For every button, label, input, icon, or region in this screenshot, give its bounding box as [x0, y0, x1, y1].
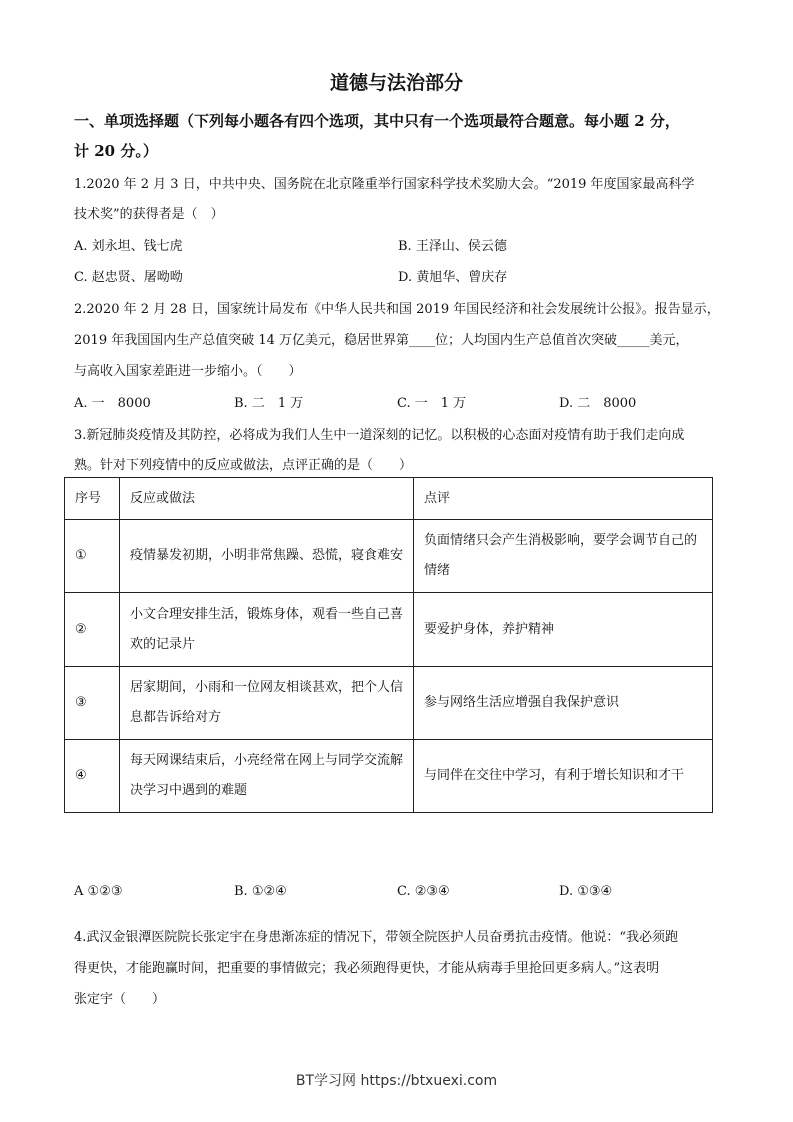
q3-table — [64, 477, 713, 813]
footer-watermark: BT学习网 https://btxuexi.com — [295, 1073, 498, 1089]
q2-stem-line3: 与高收入国家差距进一步缩小。（ ） — [74, 364, 302, 379]
q1-option-d: D. 黄旭华、曾庆存 — [398, 270, 508, 285]
q4-stem-line2: 得更快，才能跑赢时间，把重要的事情做完；我必须跑得更快，才能从病毒手里抢回更多病人。”这表明 — [74, 961, 660, 976]
table-cell: 居家期间，小雨和一位网友相谈甚欢，把个人信息都告诉给对方 — [120, 667, 414, 740]
q4-stem-line1: 4.武汉金银潭医院院长张定宇在身患渐冻症的情况下，带领全院医护人员奋勇抗击疫情。他说：“我必须跑 — [74, 930, 679, 945]
q2-option-b: B. 二 1 万 — [234, 396, 304, 411]
table-cell: ③ — [65, 667, 120, 740]
q2-stem-line1: 2.2020 年 2 月 28 日，国家统计局发布《中华人民共和国 2019 年国民经济和社会发展统计公报》。报告显示， — [74, 302, 720, 317]
table-cell: 每天网课结束后，小亮经常在网上与同学交流解决学习中遇到的难题 — [120, 740, 414, 813]
q2-option-d: D. 二 8000 — [559, 396, 637, 411]
table-row — [65, 667, 713, 740]
q3-option-c: C. ②③④ — [397, 884, 450, 899]
table-cell: ④ — [65, 740, 120, 813]
table-cell: 疫情暴发初期，小明非常焦躁、恐慌，寝食难安 — [120, 520, 414, 593]
q2-option-c: C. 一 1 万 — [397, 396, 467, 411]
table-cell: 小文合理安排生活，锻炼身体，观看一些自己喜欢的记录片 — [120, 593, 414, 667]
q2-option-a: A. 一 8000 — [74, 396, 151, 411]
section-heading-line1: 一、单项选择题（下列每小题各有四个选项，其中只有一个选项最符合题意。每小题 2 分， — [74, 112, 680, 130]
table-header-row — [65, 478, 713, 520]
q1-option-a: A. 刘永坦、钱七虎 — [74, 239, 183, 254]
table-header-cell: 反应或做法 — [120, 478, 414, 520]
table-header-cell: 点评 — [414, 478, 713, 520]
q3-option-d: D. ①③④ — [559, 884, 613, 899]
q1-option-c: C. 赵忠贤、屠呦呦 — [74, 270, 183, 285]
q2-stem-line2: 2019 年我国国内生产总值突破 14 万亿美元，稳居世界第____位；人均国内生产总值首次突破_____美元， — [74, 333, 689, 348]
q3-stem-line1: 3.新冠肺炎疫情及其防控，必将成为我们人生中一道深刻的记忆。以积极的心态面对疫情有助于我们走向成 — [74, 428, 685, 443]
page-title: 道德与法治部分 — [329, 72, 463, 94]
q3-stem-line2: 熟。针对下列疫情中的反应或做法，点评正确的是（ ） — [74, 458, 413, 473]
table-header-cell: 序号 — [65, 478, 120, 520]
table-row — [65, 740, 713, 813]
table-row — [65, 520, 713, 593]
table-cell: ② — [65, 593, 120, 667]
table-row — [65, 593, 713, 667]
q1-option-b: B. 王泽山、侯云德 — [398, 239, 507, 254]
q3-option-a: A ①②③ — [74, 884, 123, 899]
table-cell: ① — [65, 520, 120, 593]
table-cell: 参与网络生活应增强自我保护意识 — [414, 667, 713, 740]
q1-stem-line1: 1.2020 年 2 月 3 日，中共中央、国务院在北京隆重举行国家科学技术奖励大会。“2019 年度国家最高科学 — [74, 177, 695, 192]
section-heading-line2: 计 20 分。） — [74, 142, 158, 160]
table-cell: 要爱护身体，养护精神 — [414, 593, 713, 667]
q4-stem-line3: 张定宇（ ） — [74, 992, 166, 1007]
table-cell: 与同伴在交往中学习，有利于增长知识和才干 — [414, 740, 713, 813]
q1-stem-line2: 技术奖”的获得者是（ ） — [74, 207, 224, 222]
q3-option-b: B. ①②④ — [234, 884, 287, 899]
table-cell: 负面情绪只会产生消极影响，要学会调节自己的情绪 — [414, 520, 713, 593]
